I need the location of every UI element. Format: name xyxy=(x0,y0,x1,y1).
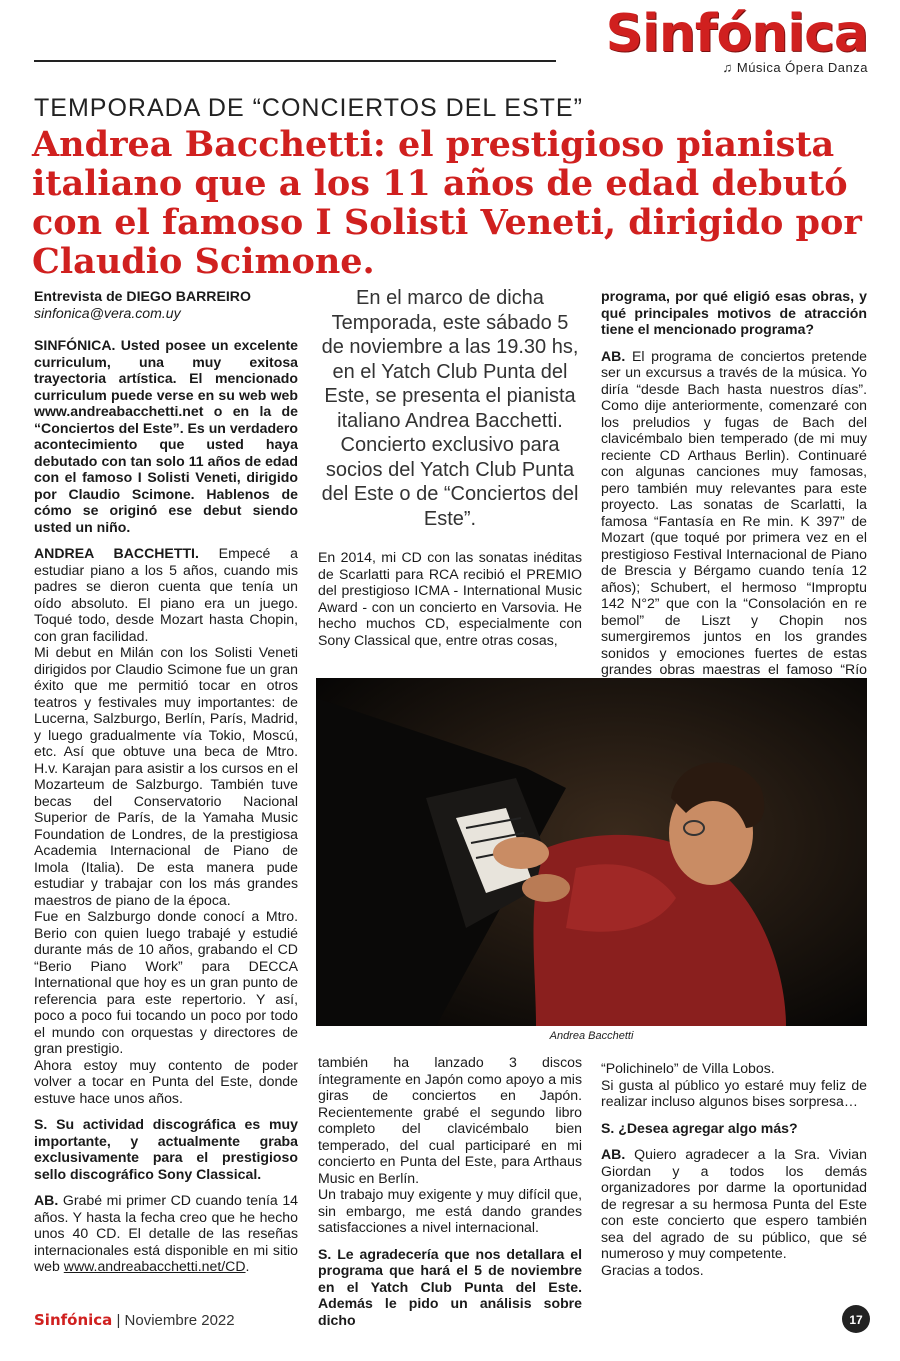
column-2-p1: En 2014, mi CD con las sonatas inéditas de Scarlatti para RCA recibió el PREMIO del prestigioso ICMA - International Music Award - con un concierto en Varsovia. He hecho muchos CD, especialmente con Sony Classical que, entre otras cosas, xyxy=(318,549,582,648)
column-2 xyxy=(318,286,582,648)
answer-text: Grabé mi primer CD cuando tenía 14 años. Y hasta la fecha creo que he hecho unos 40 CD. El detalle de las reseñas internacionales está disponible en mi sitio web xyxy=(34,1192,298,1274)
question-1: SINFÓNICA. Usted posee un excelente curriculum, una muy exitosa trayectoria artística. El mencionado curriculum puede verse en su web web www.andreabacchetti.net o en la de “Conciertos del Este”. Es un verdadero acontecimiento que usted haya debutado con tan solo 11 años de edad con el famoso I Solisti Veneti, dirigido por Claudio Scimone. Hablenos de cómo se originó ese debut siendo usted un niño. xyxy=(34,337,298,535)
masthead-logo xyxy=(568,6,868,75)
column-2-p3: Un trabajo muy exigente y muy difícil que, sin embargo, me está dando grandes satisfacciones a nivel internacional. xyxy=(318,1186,582,1235)
photo-illustration xyxy=(316,678,867,1026)
answer-3 xyxy=(601,348,867,695)
page-footer xyxy=(34,1311,235,1329)
header-rule xyxy=(34,60,556,62)
pianist-photo xyxy=(316,678,867,1026)
website-link[interactable]: www.andreabacchetti.net/CD xyxy=(63,1258,246,1274)
answer-2 xyxy=(34,1192,298,1275)
column-2-p2: también ha lanzado 3 discos íntegramente en Japón como apoyo a mis giras de conciertos en Japón. Recientemente grabé el segundo libro completo del clavicémbalo bien temperado, del cual participaré en mi concierto en Punta del Este, para Arthaus Music en Berlín. xyxy=(318,1054,582,1186)
question-4: S. ¿Desea agregar algo más? xyxy=(601,1119,798,1136)
logo-tagline: ♫ Música Ópera Danza xyxy=(722,60,868,75)
footer-brand: Sinfónica xyxy=(34,1311,113,1329)
answer-1-p1 xyxy=(34,545,298,644)
question-2: S. Su actividad discográfica es muy importante, y actualmente graba exclusivamente para el prestigioso sello discográfico Sony Classical. xyxy=(34,1116,298,1182)
answer-4 xyxy=(601,1146,867,1262)
column-3-lower xyxy=(601,1060,867,1278)
answer-speaker: AB. xyxy=(34,1192,59,1208)
column-2-lower xyxy=(318,1054,582,1328)
page-number: 17 xyxy=(842,1305,870,1333)
byline-email: sinfonica@vera.com.uy xyxy=(34,304,181,321)
article-headline: Andrea Bacchetti: el prestigioso pianista italiano que a los 11 años de edad debutó con el famoso I Solisti Veneti, dirigido por Claudio Scimone. xyxy=(32,124,862,282)
answer-end: . xyxy=(245,1258,250,1274)
answer-1-p3: Fue en Salzburgo donde conocí a Mtro. Berio con quien luego trabajé y estudié durante más de 10 años, grabando el CD “Berio Piano Work” para DECCA International que hoy es un gran punto de referencia para este repertorio. Y así, poco a poco fui tocando un poco por todo el mundo con orquestas y directores de gran prestigio. xyxy=(34,908,298,1056)
answer-3-continued: “Polichinelo” de Villa Lobos. xyxy=(601,1060,775,1076)
byline: Entrevista de DIEGO BARREIRO xyxy=(34,288,251,304)
answer-speaker: AB. xyxy=(601,347,626,364)
photo-caption: Andrea Bacchetti xyxy=(549,1030,634,1042)
article-kicker: TEMPORADA DE “CONCIERTOS DEL ESTE” xyxy=(34,94,583,122)
column-3 xyxy=(601,288,867,694)
footer-issue: Noviembre 2022 xyxy=(124,1312,235,1329)
answer-1-p4: Ahora estoy muy contento de poder volver a tocar en Punta del Este, donde estuve hace unos años. xyxy=(34,1056,298,1106)
answer-text: Empecé a estudiar piano a los 5 años, cuando mis padres se dieron cuenta que tenía un oído absoluto. El piano era un juego. Toqué todo, desde Mozart hasta Chopin, con gran facilidad. xyxy=(34,545,298,644)
question-3: S. Le agradecería que nos detallara el programa que hará el 5 de noviembre en el Yatch Club Punta del Este. Además le pido un análisis sobre dicho xyxy=(318,1245,582,1328)
footer-separator: | xyxy=(112,1312,125,1329)
answer-3-p2: Si gusta al público yo estaré muy feliz de realizar incluso algunos bises sorpresa… xyxy=(601,1076,867,1109)
answer-speaker: ANDREA BACCHETTI. xyxy=(34,545,199,561)
pull-quote: En el marco de dicha Temporada, este sábado 5 de noviembre a las 19.30 hs, en el Yatch Club Punta del Este, se presenta el pianista italiano Andrea Bacchetti. Concierto exclusivo para socios del Yatch Club Punta del Este o de “Conciertos del Este”. xyxy=(321,287,579,530)
question-3-continued: programa, por qué eligió esas obras, y qué principales motivos de atracción tiene el mencionado programa? xyxy=(601,288,867,337)
answer-text: El programa de conciertos pretende ser un excursus a través de la música. Yo diría “desde Bach hasta nuestros días”. Como dije anteriormente, comenzaré con los preludios y fugas de Bach del clavicémbalo bien temperado (de mi muy reciente CD Arthaus Berlin). Continuaré con algunas canciones muy famosas, pero también muy relevantes para este proyecto. Las sonatas de Scarlatti, la famosa “Fantasía en Re min. K 397” de Mozart (que toqué por primera vez en el prestigioso Festival Internacional de Piano de Brescia y Bérgamo cuando tenía 12 años); Schubert, el hermoso “Improptu 142 N°2” que con la “Consolación en re bemol” de Liszt y Chopin nos sumergiremos juntos en los grandes sonidos y emociones fuertes de estas grandes obras maestras el famoso “Río xyxy=(601,347,868,677)
column-1 xyxy=(34,288,298,1275)
answer-4-thanks: Gracias a todos. xyxy=(601,1261,704,1278)
answer-1-p2: Mi debut en Milán con los Solisti Veneti dirigidos por Claudio Scimone fue un gran éxito que me permitió tocar en otros teatros y festivales muy importantes: de Lucerna, Salzburgo, Berlín, París, Madrid, y luego gradualmente vía Tokio, Moscú, etc. Así que obtuve una beca de Mtro. H.v. Karajan para asistir a los cursos en el Mozarteum de Salzburgo. También tuve becas del Conservatorio Nacional Superior de París, de la Yamaha Music Foundation de Londres, de la prestigiosa Academia Internacional de Piano de Imola (Italia). De esta manera pude estudiar y trabajar con los más grandes maestros de piano de la época. xyxy=(34,644,298,908)
answer-text: Quiero agradecer a la Sra. Vivian Giordan y a todos los demás organizadores por darme la oportunidad de regresar a su hermosa Punta del Este con este concierto que espero también sea del agrado de su público, que sé numeroso y muy competente. xyxy=(601,1146,867,1261)
logo-text: Sinfónica xyxy=(605,4,868,64)
answer-speaker: AB. xyxy=(601,1146,626,1162)
